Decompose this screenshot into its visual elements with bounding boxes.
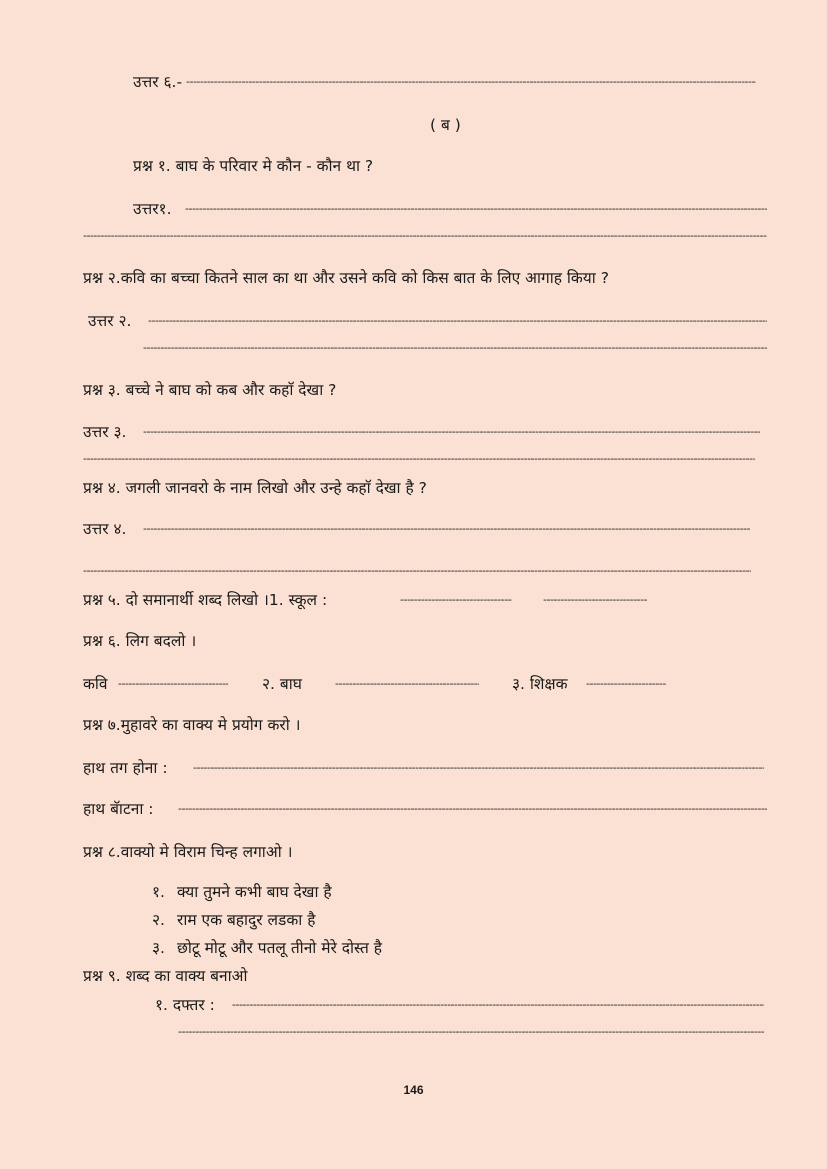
gender-word-1: कवि [83,675,108,693]
answer-line [186,72,756,92]
gender-word-2: २. बाघ [262,675,302,693]
punctuation-item-num: ३. [152,939,165,957]
answer-line [400,590,512,610]
question-2: प्रश्न २.कवि का बच्चा कितने साल का था और उसने कवि को किस बात के लिए आगाह किया ? [83,269,609,287]
answer-line [193,758,764,778]
question-9: प्रश्न ९. शब्द का वाक्य बनाओ [83,967,248,985]
question-1: प्रश्न १. बाघ के परिवार मे कौन - कौन था ? [133,157,374,175]
answer-line [185,199,767,219]
answer-line [543,590,647,610]
section-heading: ( ब ) [430,116,461,134]
answer-3-label: उत्तर ३. [83,423,127,441]
gender-word-3: ३. शिक्षक [512,675,568,693]
question-7: प्रश्न ७.मुहावरे का वाक्य मे प्रयोग करो । [83,716,301,734]
idiom-1: हाथ तग होना : [83,759,168,777]
answer-line [178,1022,764,1042]
page-number: 146 [403,1083,424,1097]
answer-line [586,674,666,694]
question-3: प्रश्न ३. बच्चे ने बाघ को कब और कहाॅ देखा ? [83,381,337,399]
punctuation-item: क्या तुमने कभी बाघ देखा है [177,883,332,901]
question-8: प्रश्न ८.वाक्यो मे विराम चिन्ह लगाओ । [83,843,293,861]
idiom-2: हाथ बॅाटना : [83,800,154,818]
answer-line [83,449,755,469]
answer-line [335,674,479,694]
answer-line [143,338,767,358]
question-5: प्रश्न ५. दो समानार्थी शब्द लिखो ।1. स्कूल : [83,591,328,609]
answer-line [143,519,750,539]
answer-2-label: उत्तर २. [88,312,132,330]
answer-line [148,311,767,331]
punctuation-item-num: २. [152,911,165,929]
answer-4-label: उत्तर ४. [83,520,127,538]
answer-line [232,995,764,1015]
question-6: प्रश्न ६. लिग बदलो । [83,632,197,650]
answer-line [83,226,767,246]
answer-line [118,674,228,694]
answer-line [143,422,760,442]
question-4: प्रश्न ४. जगली जानवरो के नाम लिखो और उन्हे कहाॅ देखा है ? [83,479,427,497]
sentence-word-1: १. दफ्तर : [155,996,215,1014]
answer-line [83,561,751,581]
answer-line [178,799,767,819]
punctuation-item: राम एक बहादुर लडका है [177,911,316,929]
punctuation-item: छोटू मोटू और पतलू तीनो मेरे दोस्त है [177,939,383,957]
answer-6-label: उत्तर ६.- [133,73,183,91]
punctuation-item-num: १. [152,883,165,901]
answer-1-label: उत्तर१. [133,200,172,218]
